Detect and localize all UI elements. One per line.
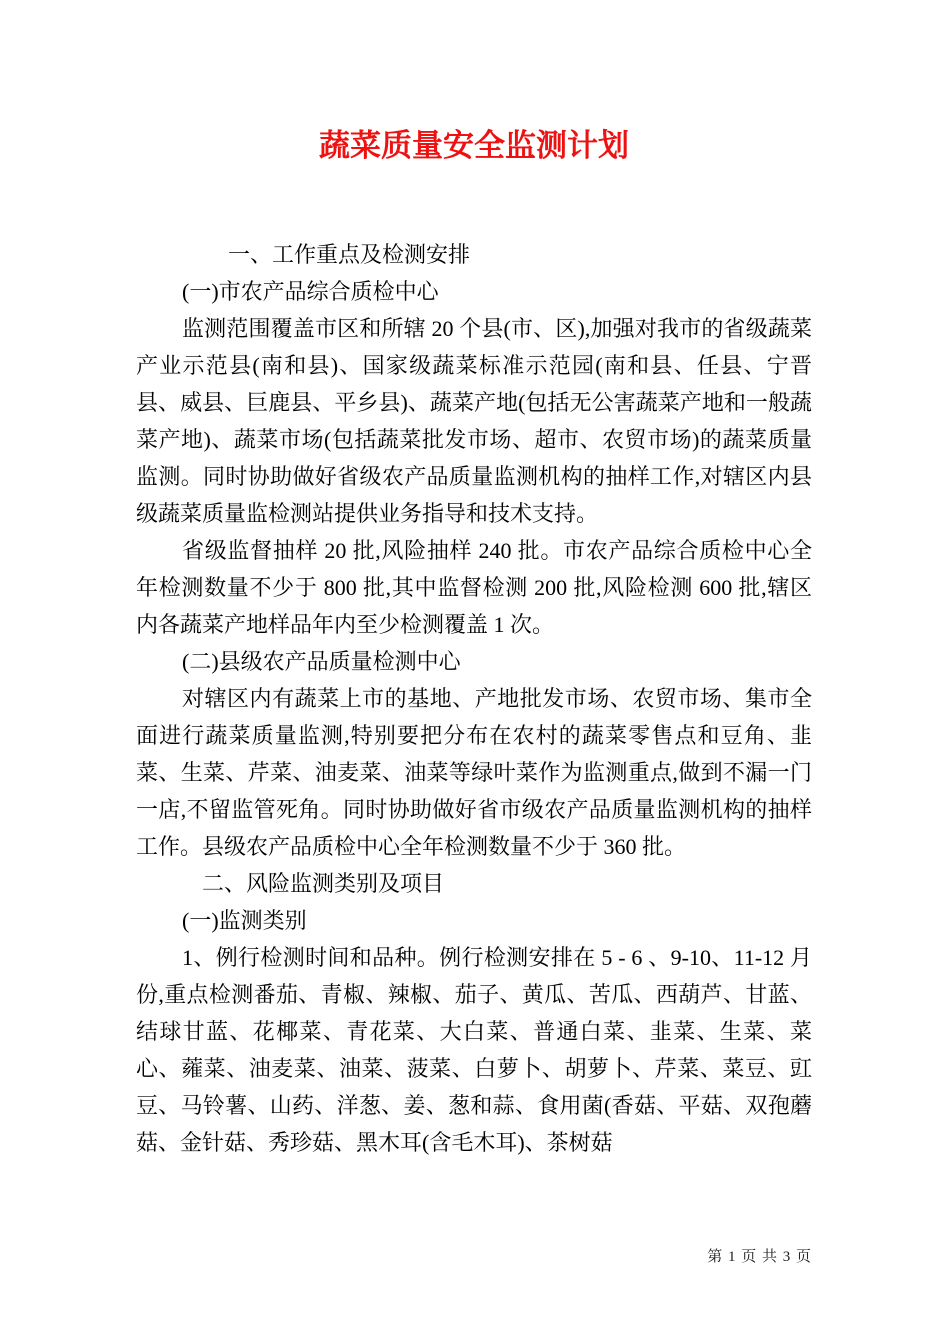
document-content [136,126,812,1161]
subsection-heading-2-1: (一)监测类别 [182,908,307,933]
subsection-heading-1-1: (一)市农产品综合质检中心 [182,279,439,304]
subsection-heading-1-2: (二)县级农产品质量检测中心 [182,649,461,674]
paragraph-monitoring-scope: 监测范围覆盖市区和所辖 20 个县(市、区),加强对我市的省级蔬菜产业示范县(南和县)、国家级蔬菜标准示范园(南和县、任县、宁晋县、威县、巨鹿县、平乡县)、蔬菜产地(包括无公害蔬菜产地和一般蔬菜产地)、蔬菜市场(包括蔬菜批发市场、超市、农贸市场)的蔬菜质量监测。同时协助做好省级农产品质量监测机构的抽样工作,对辖区内县级蔬菜质量监检测站提供业务指导和技术支持。 [136,316,812,526]
paragraph-sampling-quotas: 省级监督抽样 20 批,风险抽样 240 批。市农产品综合质检中心全年检测数量不少于 800 批,其中监督检测 200 批,风险检测 600 批,辖区内各蔬菜产地样品年内至少检测覆盖 1 次。 [136,538,812,637]
paragraph-county-monitoring: 对辖区内有蔬菜上市的基地、产地批发市场、农贸市场、集市全面进行蔬菜质量监测,特别要把分布在农村的蔬菜零售点和豆角、韭菜、生菜、芹菜、油麦菜、油菜等绿叶菜作为监测重点,做到不漏一门一店,不留监管死角。同时协助做好省市级农产品质量监测机构的抽样工作。县级农产品质检中心全年检测数量不少于 360 批。 [136,686,812,859]
document-title: 蔬菜质量安全监测计划 [319,128,629,163]
section-heading-2: 二、风险监测类别及项目 [202,871,445,896]
page-number-footer: 第 1 页 共 3 页 [707,1249,812,1265]
section-heading-1: 一、工作重点及检测安排 [228,242,471,267]
paragraph-routine-testing-varieties: 1、例行检测时间和品种。例行检测安排在 5 - 6 、9-10、11-12 月份,重点检测番茄、青椒、辣椒、茄子、黄瓜、苦瓜、西葫芦、甘蓝、结球甘蓝、花椰菜、青花菜、大白菜、普通白菜、韭菜、生菜、菜心、蕹菜、油麦菜、油菜、菠菜、白萝卜、胡萝卜、芹菜、菜豆、豇豆、马铃薯、山药、洋葱、姜、葱和蒜、食用菌(香菇、平菇、双孢蘑菇、金针菇、秀珍菇、黑木耳(含毛木耳)、茶树菇 [136,945,812,1155]
